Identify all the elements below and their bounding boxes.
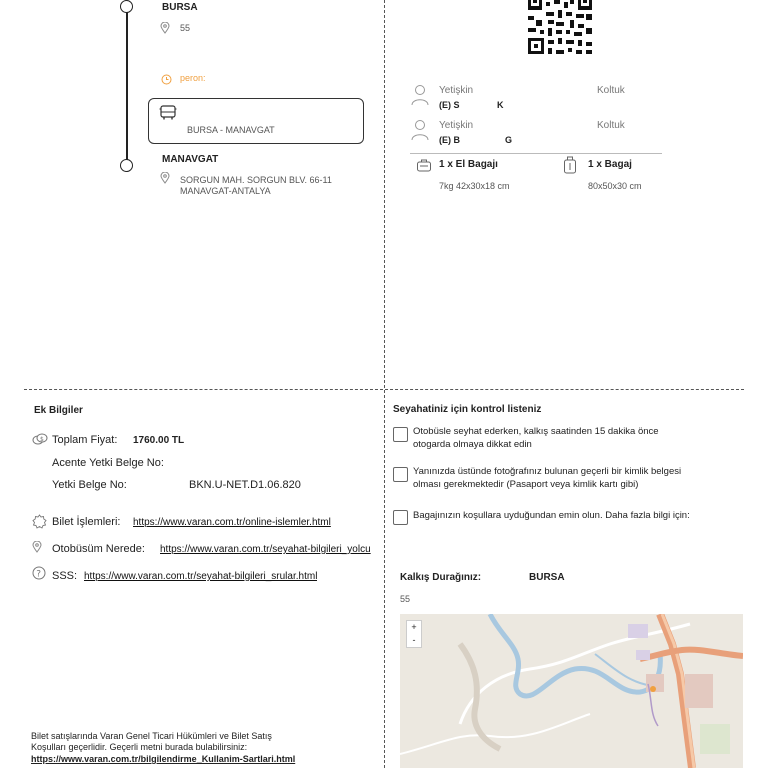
passenger-name: (E) B xyxy=(439,135,460,145)
departure-stop-code: 55 xyxy=(400,594,411,604)
baggage-title: 1 x Bagaj xyxy=(588,159,632,170)
bus-icon xyxy=(159,105,177,126)
departure-dot xyxy=(120,0,133,13)
departure-code: 55 xyxy=(180,23,191,33)
pin-icon xyxy=(160,171,170,189)
person-icon xyxy=(410,84,430,111)
ticket-operations-icon xyxy=(32,514,47,534)
hand-baggage-title: 1 x El Bagajı xyxy=(439,159,498,170)
checklist-item-line1: Otobüsle seyhat ederken, kalkış saatinden 15 dakika önce xyxy=(413,426,659,437)
checklist-item-line2: otogarda olmaya dikkat edin xyxy=(413,439,532,450)
footer-link[interactable]: https://www.varan.com.tr/bilgilendirme_Kullanim-Sartlari.html xyxy=(31,754,296,764)
checklist-heading: Seyahatiniz için kontrol listeniz xyxy=(393,404,542,415)
faq-link[interactable]: https://www.varan.com.tr/seyahat-bilgileri_srular.html xyxy=(84,571,318,582)
vertical-divider xyxy=(384,0,385,768)
clock-icon xyxy=(161,72,172,90)
checklist-checkbox[interactable] xyxy=(393,510,408,525)
faq-label: SSS: xyxy=(52,570,78,582)
ticket-operations-link[interactable]: https://www.varan.com.tr/online-islemler.html xyxy=(133,517,331,528)
map-tiles xyxy=(400,614,743,768)
map-zoom-control xyxy=(406,620,422,648)
peron-label: peron: xyxy=(180,73,206,83)
passenger-type: Yetişkin xyxy=(439,85,474,96)
checklist-item-line1: Bagajınızın koşullara uyduğundan emin olun. Daha fazla bilgi için: xyxy=(413,510,690,521)
arrival-address-line2: MANAVGAT-ANTALYA xyxy=(180,186,271,196)
arrival-city: MANAVGAT xyxy=(162,154,219,165)
departure-map[interactable] xyxy=(400,614,743,768)
cert-value: BKN.U-NET.D1.06.820 xyxy=(189,479,301,491)
bus-where-link[interactable]: https://www.varan.com.tr/seyahat-bilgileri_yolcu xyxy=(160,544,371,555)
agency-cert-label: Acente Yetki Belge No: xyxy=(52,457,164,469)
arrival-address-line1: SORGUN MAH. SORGUN BLV. 66-11 xyxy=(180,175,332,185)
money-icon xyxy=(32,432,48,451)
route-timeline xyxy=(126,8,128,162)
hand-baggage-detail: 7kg 42x30x18 cm xyxy=(439,181,510,191)
departure-city: BURSA xyxy=(162,2,198,13)
passenger-type: Yetişkin xyxy=(439,120,474,131)
cert-label: Yetki Belge No: xyxy=(52,479,127,491)
passenger-surname: K xyxy=(497,100,504,110)
checklist-item-line1: Yanınızda üstünde fotoğrafınız bulunan geçerli bir kimlik belgesi xyxy=(413,466,682,477)
hand-baggage-icon xyxy=(416,157,432,178)
trip-route: BURSA - MANAVGAT xyxy=(187,125,275,135)
seat-label: Koltuk xyxy=(597,120,625,131)
zoom-in-button[interactable]: + xyxy=(411,622,417,632)
ticket-operations-label: Bilet İşlemleri: xyxy=(52,516,121,528)
svg-text:?: ? xyxy=(36,569,42,580)
qr-code xyxy=(526,0,594,56)
seat-label: Koltuk xyxy=(597,85,625,96)
svg-text:$: $ xyxy=(40,436,44,443)
total-price-value: 1760.00 TL xyxy=(133,435,185,446)
suitcase-icon xyxy=(563,155,577,180)
passenger-name: (E) S xyxy=(439,100,460,110)
departure-stop-label: Kalkış Durağınız: xyxy=(400,572,482,583)
pin-icon xyxy=(32,540,42,558)
checklist-checkbox[interactable] xyxy=(393,427,408,442)
baggage-divider xyxy=(410,153,662,154)
person-icon xyxy=(410,119,430,146)
bus-where-label: Otobüsüm Nerede: xyxy=(52,543,145,555)
departure-stop-city: BURSA xyxy=(529,572,565,583)
passenger-surname: G xyxy=(505,135,513,145)
footer-line2: Koşulları geçerlidir. Geçerli metni burada bulabilirsiniz: xyxy=(31,742,248,752)
zoom-out-button[interactable]: - xyxy=(412,635,416,645)
total-price-label: Toplam Fiyat: xyxy=(52,434,118,446)
horizontal-divider xyxy=(24,389,744,390)
trip-card xyxy=(148,98,364,144)
arrival-dot xyxy=(120,159,133,172)
checklist-item-line2: olması gerekmektedir (Pasaport veya kimlik kartı gibi) xyxy=(413,479,639,490)
footer-line1: Bilet satışlarında Varan Genel Ticari Hükümleri ve Bilet Satış xyxy=(31,731,272,741)
extra-info-heading: Ek Bilgiler xyxy=(34,405,83,416)
help-icon xyxy=(32,566,46,585)
checklist-checkbox[interactable] xyxy=(393,467,408,482)
pin-icon xyxy=(160,21,170,39)
baggage-detail: 80x50x30 cm xyxy=(588,181,642,191)
